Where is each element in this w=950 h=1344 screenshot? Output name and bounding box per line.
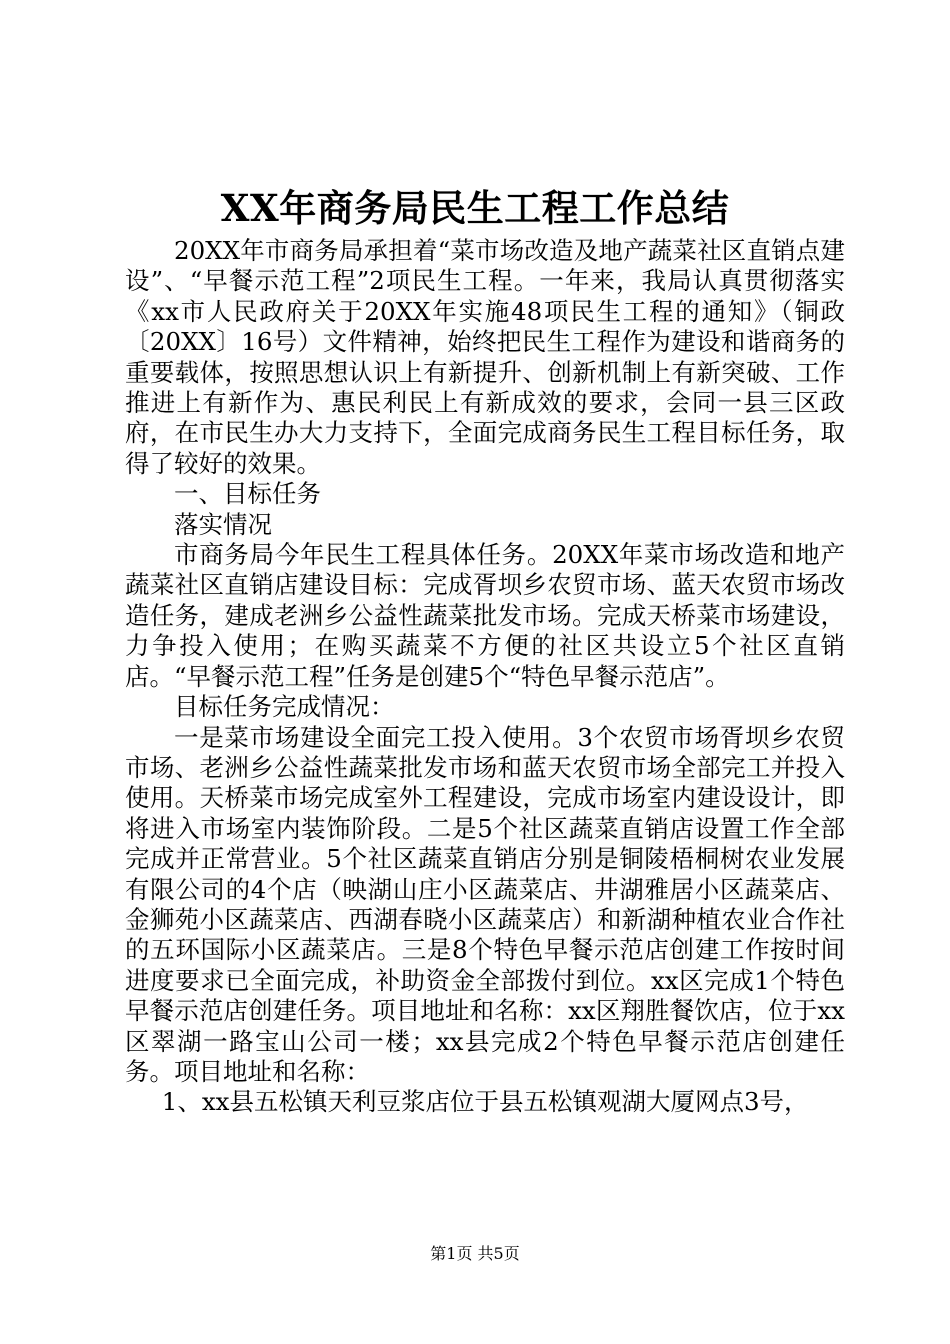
document-body <box>125 236 845 1118</box>
intro-paragraph: 20XX年市商务局承担着“菜市场改造及地产蔬菜社区直销点建设”、“早餐示范工程”2项民生工程。一年来，我局认真贯彻落实《xx市人民政府关于20XX年实施48项民生工程的通知》（铜政〔20XX〕16号）文件精神，始终把民生工程作为建设和谐商务的重要载体，按照思想认识上有新提升、创新机制上有新突破、工作推进上有新作为、惠民利民上有新成效的要求，会同一县三区政府，在市民生办大力支持下，全面完成商务民生工程目标任务，取得了较好的效果。 <box>125 236 845 478</box>
subheading-completion: 目标任务完成情况： <box>174 692 395 722</box>
completion-paragraph: 一是菜市场建设全面完工投入使用。3个农贸市场胥坝乡农贸市场、老洲乡公益性蔬菜批发市场和蓝天农贸市场全部完工并投入使用。天桥菜市场完成室外工程建设，完成市场室内建设设计，即将进入市场室内装饰阶段。二是5个社区蔬菜直销店设置工作全部完成并正常营业。5个社区蔬菜直销店分别是铜陵梧桐树农业发展有限公司的4个店（映湖山庄小区蔬菜店、井湖雅居小区蔬菜店、金狮苑小区蔬菜店、西湖春晓小区蔬菜店）和新湖种植农业合作社的五环国际小区蔬菜店。三是8个特色早餐示范店创建工作按时间进度要求已全面完成，补助资金全部拨付到位。xx区完成1个特色早餐示范店创建任务。项目地址和名称：xx区翔胜餐饮店，位于xx区翠湖一路宝山公司一楼；xx县完成2个特色早餐示范店创建任务。项目地址和名称： <box>125 722 845 1086</box>
subheading-implementation: 落实情况 <box>174 509 272 539</box>
document-title: XX年商务局民生工程工作总结 <box>220 186 730 230</box>
tasks-paragraph: 市商务局今年民生工程具体任务。20XX年菜市场改造和地产蔬菜社区直销店建设目标：完成胥坝乡农贸市场、蓝天农贸市场改造任务，建成老洲乡公益性蔬菜批发市场。完成天桥菜市场建设，力争投入使用；在购买蔬菜不方便的社区共设立5个社区直销店。“早餐示范工程”任务是创建5个“特色早餐示范店”。 <box>125 540 845 691</box>
page-footer: 第1页 共5页 <box>430 1244 520 1263</box>
section-heading-goals: 一、目标任务 <box>174 479 321 509</box>
list-item-1: 1、xx县五松镇天利豆浆店位于县五松镇观湖大厦网点3号， <box>161 1087 809 1117</box>
